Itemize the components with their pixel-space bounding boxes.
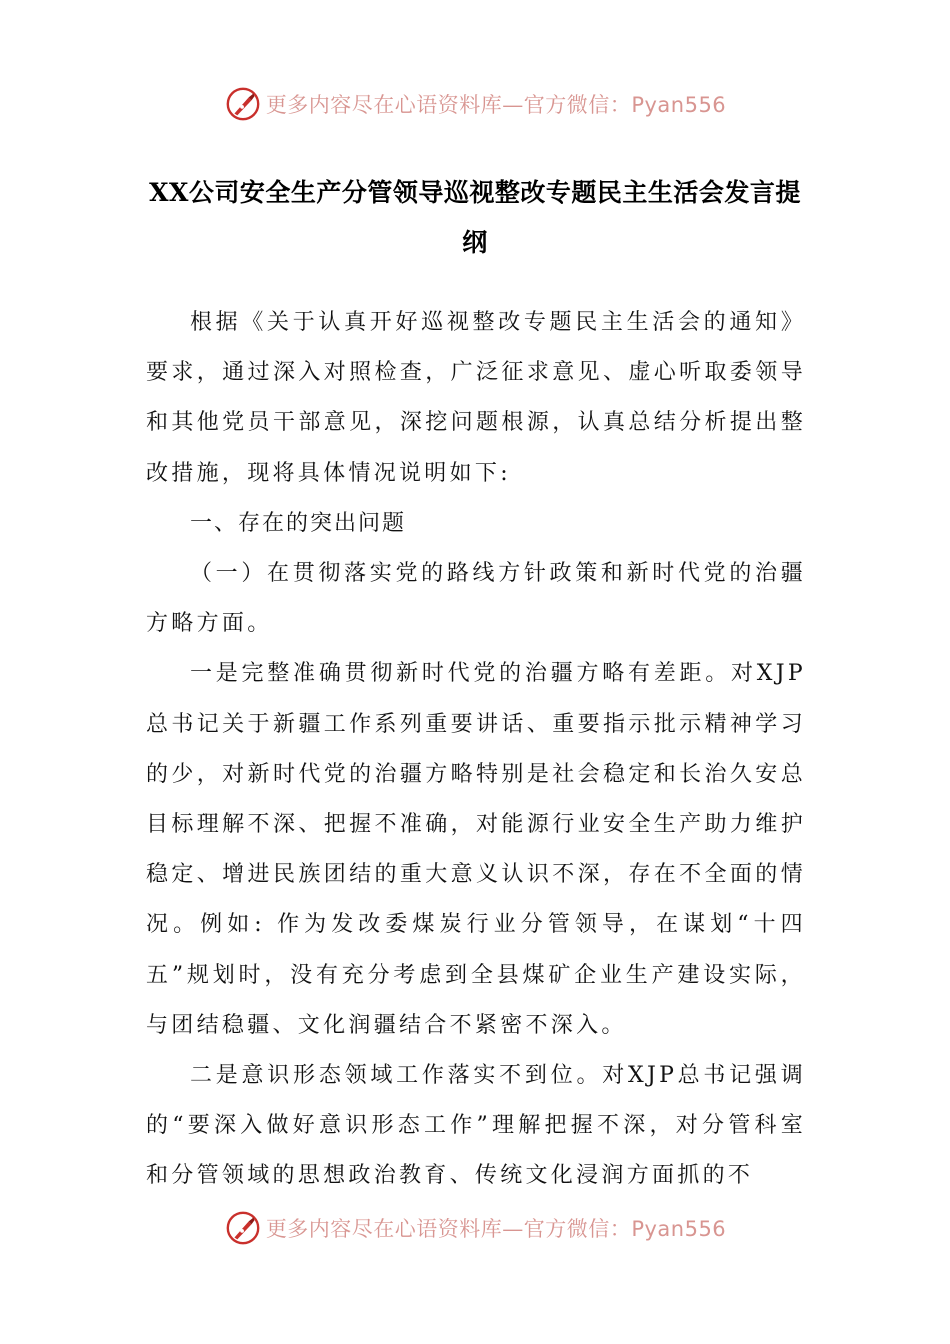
point-one-paragraph: 一是完整准确贯彻新时代党的治疆方略有差距。对XJP总书记关于新疆工作系列重要讲话、重要指示批示精神学习的少，对新时代党的治疆方略特别是社会稳定和长治久安总目标理解不深、把握不准确，对能源行业安全生产助力维护稳定、增进民族团结的重大意义认识不深，存在不全面的情况。例如: 作为发改委煤炭行业分管领导，在谋划“十四五”规划时，没有充分考虑到全县煤矿企业生产建设实际，与团结稳疆、文化润疆结合不紧密不深入。 bbox=[146, 661, 806, 1038]
watermark-text: 更多内容尽在心语资料库—官方微信：Pyan556 bbox=[265, 1217, 727, 1241]
point-two-paragraph: 二是意识形态领域工作落实不到位。对XJP总书记强调的“要深入做好意识形态工作”理解把握不深，对分管科室和分管领域的思想政治教育、传统文化浸润方面抓的不 bbox=[146, 1063, 806, 1189]
watermark-text: 更多内容尽在心语资料库—官方微信：Pyan556 bbox=[265, 93, 727, 117]
document-title: XX公司安全生产分管领导巡视整改专题民主生活会发言提纲 bbox=[149, 178, 801, 257]
pen-nib-circle-icon bbox=[224, 85, 262, 123]
pen-nib-circle-icon bbox=[224, 1209, 262, 1247]
watermark-footer bbox=[0, 1208, 950, 1248]
watermark-header bbox=[0, 84, 950, 124]
subsection-heading: （一）在贯彻落实党的路线方针政策和新时代党的治疆方略方面。 bbox=[146, 561, 806, 637]
intro-paragraph: 根据《关于认真开好巡视整改专题民主生活会的通知》要求，通过深入对照检查，广泛征求意见、虚心听取委领导和其他党员干部意见，深挖问题根源，认真总结分析提出整改措施，现将具体情况说明如下: bbox=[146, 310, 806, 486]
section-heading: 一、存在的突出问题 bbox=[190, 510, 407, 536]
document-body bbox=[146, 298, 806, 1202]
